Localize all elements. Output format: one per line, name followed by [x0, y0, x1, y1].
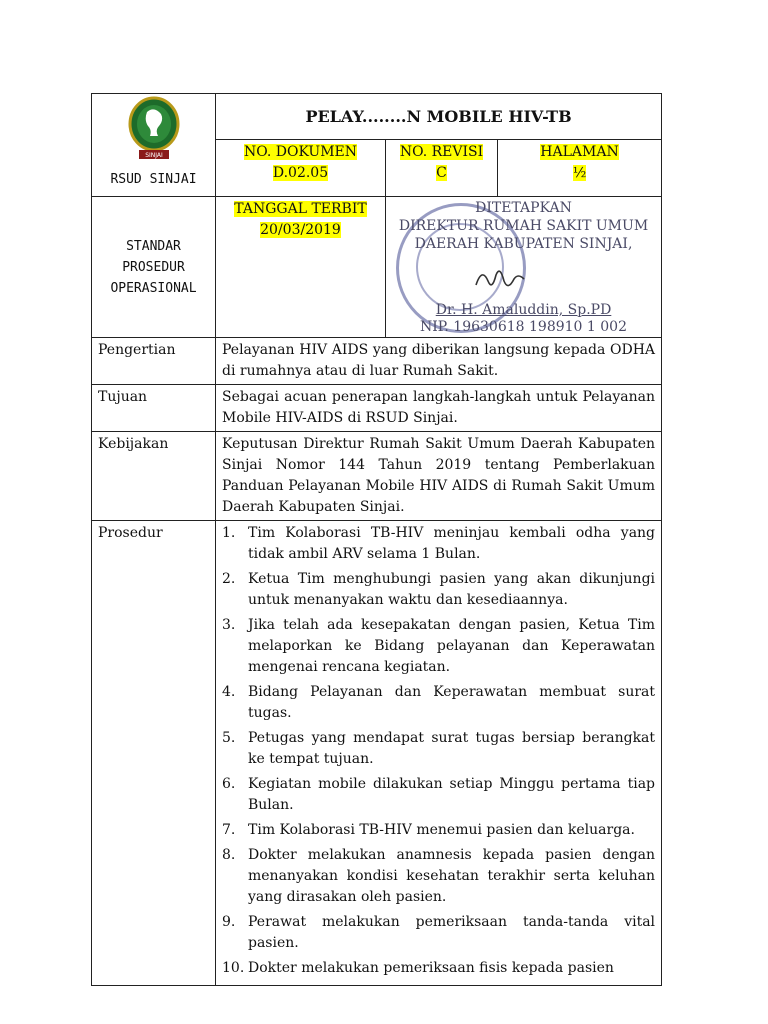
- signature-icon: [472, 263, 528, 293]
- prosedur-item-number: 3.: [222, 617, 236, 633]
- sop-label-cell: [92, 197, 216, 338]
- prosedur-item-number: 10.: [222, 960, 245, 976]
- sop-line-1: STANDAR: [126, 238, 181, 254]
- signer-name: Dr. H. Amaluddin, Sp.PD: [435, 302, 612, 318]
- kebijakan-text: Keputusan Direktur Rumah Sakit Umum Daerah Kabupaten Sinjai Nomor 144 Tahun 2019 tentang Pemberlakuan Panduan Pelayanan Mobile HIV AIDS di Rumah Sakit Umum Daerah Kabupaten Sinjai.: [216, 432, 662, 521]
- prosedur-item-text: Dokter melakukan anamnesis kepada pasien dengan menanyakan kondisi kesehatan terakhir serta keluhan yang dirasakan oleh pasien.: [248, 847, 656, 905]
- prosedur-item: [222, 820, 655, 841]
- prosedur-item: [222, 523, 655, 565]
- prosedur-item-text: Tim Kolaborasi TB-HIV menemui pasien dan keluarga.: [248, 822, 635, 838]
- prosedur-item: [222, 569, 655, 611]
- document-title: PELAY........N MOBILE HIV-TB: [216, 94, 662, 140]
- signer-nip: NIP. 19630618 198910 1 002: [420, 319, 627, 335]
- kebijakan-label: Kebijakan: [92, 432, 216, 521]
- approval-cell: [386, 197, 662, 338]
- logo-cell: [92, 94, 216, 197]
- sop-table: [91, 93, 662, 986]
- tujuan-text: Sebagai acuan penerapan langkah-langkah untuk Pelayanan Mobile HIV-AIDS di RSUD Sinjai.: [216, 385, 662, 432]
- revision-label: NO. REVISI: [399, 143, 484, 160]
- revision-value: C: [436, 164, 447, 181]
- prosedur-item: [222, 958, 655, 979]
- prosedur-item-text: Perawat melakukan pemeriksaan tanda-tanda vital pasien.: [248, 914, 656, 951]
- prosedur-item-number: 6.: [222, 776, 236, 792]
- doc-number-label: NO. DOKUMEN: [243, 143, 358, 160]
- prosedur-item: [222, 728, 655, 770]
- sop-line-2: PROSEDUR: [122, 259, 185, 275]
- prosedur-label: Prosedur: [92, 521, 216, 986]
- hospital-logo-icon: [123, 96, 185, 162]
- prosedur-item: [222, 845, 655, 908]
- prosedur-item-number: 1.: [222, 525, 236, 541]
- org-name: RSUD SINJAI: [110, 172, 197, 187]
- pengertian-label: Pengertian: [92, 338, 216, 385]
- prosedur-item-text: Tim Kolaborasi TB-HIV meninjau kembali odha yang tidak ambil ARV selama 1 Bulan.: [248, 525, 656, 562]
- prosedur-list: [222, 523, 655, 979]
- approval-line-2: DIREKTUR RUMAH SAKIT UMUM: [398, 218, 649, 234]
- prosedur-item-number: 5.: [222, 730, 236, 746]
- doc-number-value: D.02.05: [272, 164, 329, 181]
- prosedur-cell: [216, 521, 662, 986]
- prosedur-item-text: Jika telah ada kesepakatan dengan pasien, Ketua Tim melaporkan ke Bidang pelayanan dan Keperawatan mengenai rencana kegiatan.: [248, 617, 656, 675]
- approval-line-3: DAERAH KABUPATEN SINJAI,: [414, 236, 633, 252]
- revision-cell: [386, 139, 498, 196]
- approval-heading: DITETAPKAN: [475, 200, 572, 216]
- prosedur-item-number: 7.: [222, 822, 236, 838]
- prosedur-item-text: Petugas yang mendapat surat tugas bersiap berangkat ke tempat tujuan.: [248, 730, 656, 767]
- logo-caption: SINJAI: [144, 152, 163, 159]
- tujuan-label: Tujuan: [92, 385, 216, 432]
- sop-document: [91, 93, 661, 986]
- prosedur-item: [222, 682, 655, 724]
- doc-number-cell: [216, 139, 386, 196]
- prosedur-item: [222, 774, 655, 816]
- prosedur-item-text: Kegiatan mobile dilakukan setiap Minggu pertama tiap Bulan.: [248, 776, 656, 813]
- prosedur-item-text: Ketua Tim menghubungi pasien yang akan dikunjungi untuk menanyakan waktu dan kesediaannya.: [248, 571, 656, 608]
- prosedur-item-number: 8.: [222, 847, 236, 863]
- sop-line-3: OPERASIONAL: [110, 280, 197, 296]
- prosedur-item-text: Bidang Pelayanan dan Keperawatan membuat surat tugas.: [248, 684, 656, 721]
- prosedur-item: [222, 615, 655, 678]
- prosedur-item-text: Dokter melakukan pemeriksaan fisis kepada pasien: [248, 960, 614, 976]
- pengertian-text: Pelayanan HIV AIDS yang diberikan langsung kepada ODHA di rumahnya atau di luar Rumah Sakit.: [216, 338, 662, 385]
- prosedur-item-number: 2.: [222, 571, 236, 587]
- date-label: TANGGAL TERBIT: [234, 201, 367, 217]
- page-value: ½: [572, 164, 587, 181]
- prosedur-item-number: 9.: [222, 914, 236, 930]
- page-label: HALAMAN: [540, 143, 619, 160]
- date-cell: [216, 197, 386, 338]
- prosedur-item: [222, 912, 655, 954]
- prosedur-item-number: 4.: [222, 684, 236, 700]
- date-value: 20/03/2019: [260, 222, 341, 238]
- page-cell: [498, 139, 662, 196]
